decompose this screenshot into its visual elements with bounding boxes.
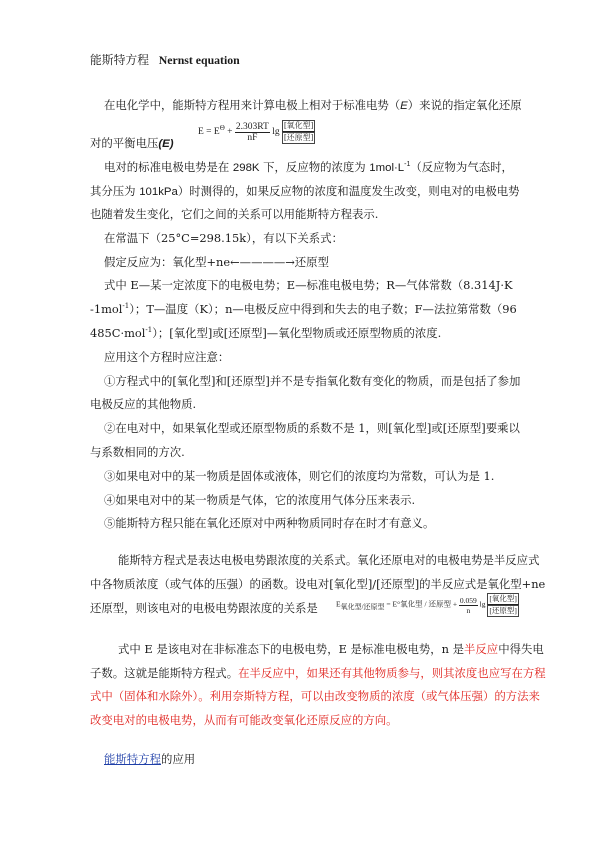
section2-text-4a: 式中 E 是该电对在非标准态下的电极电势，E 是标准电极电势，n 是 [118,642,464,656]
note1-line-1: ①方程式中的[氧化型]和[还原型]并不是专指氧化数有变化的物质，而是包括了参加 [104,374,521,388]
title-en: Nernst equation [158,53,240,67]
note1-line-2: 电极反应的其他物质. [90,397,197,411]
note2-line-2: 与系数相同的方次. [90,445,185,459]
para2-text-1c: （反应物为气态时， [410,160,513,174]
intro-e-symbol: E [400,100,408,112]
para5-line-3 [90,326,514,340]
intro-text-2: 对的平衡电压 [90,136,159,150]
formula1-lg: lg [272,127,280,138]
para5-text-2a: -1mol [90,302,123,316]
nernst-equation-link[interactable]: 能斯特方程 [104,752,161,766]
intro-text-1b: ）来说的指定氧化还原 [407,98,522,112]
formula1-reduced: [还原型] [283,133,314,142]
page-title [90,53,514,67]
section2-red-halfreaction: 半反应 [464,642,499,656]
para3: 在常温下（25°C=298.15k），有以下关系式： [104,231,343,245]
formula2-reduced: [还原型] [489,606,517,615]
section2-line-7: 改变电对的电极电势，从而有可能改变氧化还原反应的方向。 [90,713,398,727]
formula1-oxidized: [氧化型] [283,121,314,130]
para2-conc-sup: -1 [404,161,411,169]
note2-line-1: ②在电对中，如果氧化型或还原型物质的系数不是 1，则[氧化型]或[还原型]要乘以 [104,421,520,435]
para2-line-2 [90,184,520,199]
formula2-ratio [487,593,519,617]
section2-line-5 [90,666,546,680]
section2-line-2: 中各物质浓度（或气体的压强）的函数。设电对[氧化型]/[还原型]的半反应式是氧化型+ne [90,577,546,591]
application-heading [104,752,514,766]
para5-text-2b: ）；T—温度（K）；n—电极反应中得到和失去的电子数；F—法拉第常数（96 [129,302,517,316]
para2-text-1a: 电对的标准电极电势是在 [104,160,233,174]
formula1-numerator: 2.303RT [235,121,269,132]
note5: ⑤能斯特方程只能在氧化还原对中两种物质同时存在时才有意义。 [104,516,435,530]
note4: ④如果电对中的某一物质是气体，它的浓度用气体分压来表示. [104,493,416,507]
section2-line-6: 式中（固体和水除外）。利用奈斯特方程，可以由改变物质的浓度（或气体压强）的方法来 [90,689,540,703]
intro-line-2 [90,136,514,151]
formula2-lhs-sub: 氧化型/还原型 [340,603,385,612]
para2-text-2b: ）时测得的，如果反应物的浓度和温度发生改变，则电对的电极电势 [177,184,520,198]
intro-e-paren: (E) [158,138,174,150]
para2-conc: 1mol·L [369,162,405,174]
formula2-lg: lg [479,599,486,609]
para5-line-2 [90,302,517,316]
formula1-plus: + [227,127,233,138]
para5-text-3a: 485C·mol [90,326,146,340]
section2-text-5a: 子数。这就是能斯特方程式。 [90,666,239,680]
formula2-eq: = E°氧化型 / 还原型 + [386,599,458,609]
section2-line-4 [118,642,544,656]
formula1-lhs: E = E [198,127,220,138]
formula2-denominator: n [466,605,471,615]
para5-sup-2: -1 [122,302,130,311]
para2-line-3: 也随着发生变化，它们之间的关系可以用能斯特方程表示. [90,207,379,221]
section2-red-5: 在半反应中，如果还有其他物质参与，则其浓度也应写在方程 [238,666,546,680]
para2-text-1b: 下，反应物的浓度为 [259,160,370,174]
formula2-oxidized: [氧化型] [489,594,517,603]
title-cn: 能斯特方程 [90,53,149,67]
application-rest: 的应用 [160,752,196,766]
para5-line-1: 式中 E—某一定浓度下的电极电势；E—标准电极电势；R—气体常数（8.314J·K [104,278,513,292]
para6: 应用这个方程时应注意： [104,350,230,364]
note3: ③如果电对中的某一物质是固体或液体，则它们的浓度均为常数，可认为是 1. [104,469,495,483]
section2-line-3: 还原型，则该电对的电极电势跟浓度的关系是 [90,601,318,615]
formula2-numerator: 0.059 [459,595,477,605]
para2-line-1 [104,160,514,175]
para2-temp: 298K [232,162,260,174]
section2-text-4b: 中得失电 [498,642,544,656]
formula2-lhs: E [336,599,341,609]
para4: 假定反应为：氧化型+ne←————→还原型 [104,255,329,269]
formula1-theta: Θ [219,124,225,133]
intro-line-1 [104,98,522,113]
section2-line-1: 能斯特方程式是表达电极电势跟浓度的关系式。氧化还原电对的电极电势是半反应式 [118,553,540,567]
para2-text-2a: 其分压为 [90,184,140,198]
para5-text-3b: ）；[氧化型]或[还原型]—氧化型物质或还原型物质的浓度. [152,326,442,340]
formula1-denominator: nF [247,132,258,143]
nernst-formula-2 [336,593,519,617]
para2-pressure: 101kPa [139,186,178,198]
para5-sup-3: -1 [145,326,153,335]
formula2-fraction [459,596,478,615]
intro-text-1a: 在电化学中，能斯特方程用来计算电极上相对于标准电势（ [104,98,401,112]
